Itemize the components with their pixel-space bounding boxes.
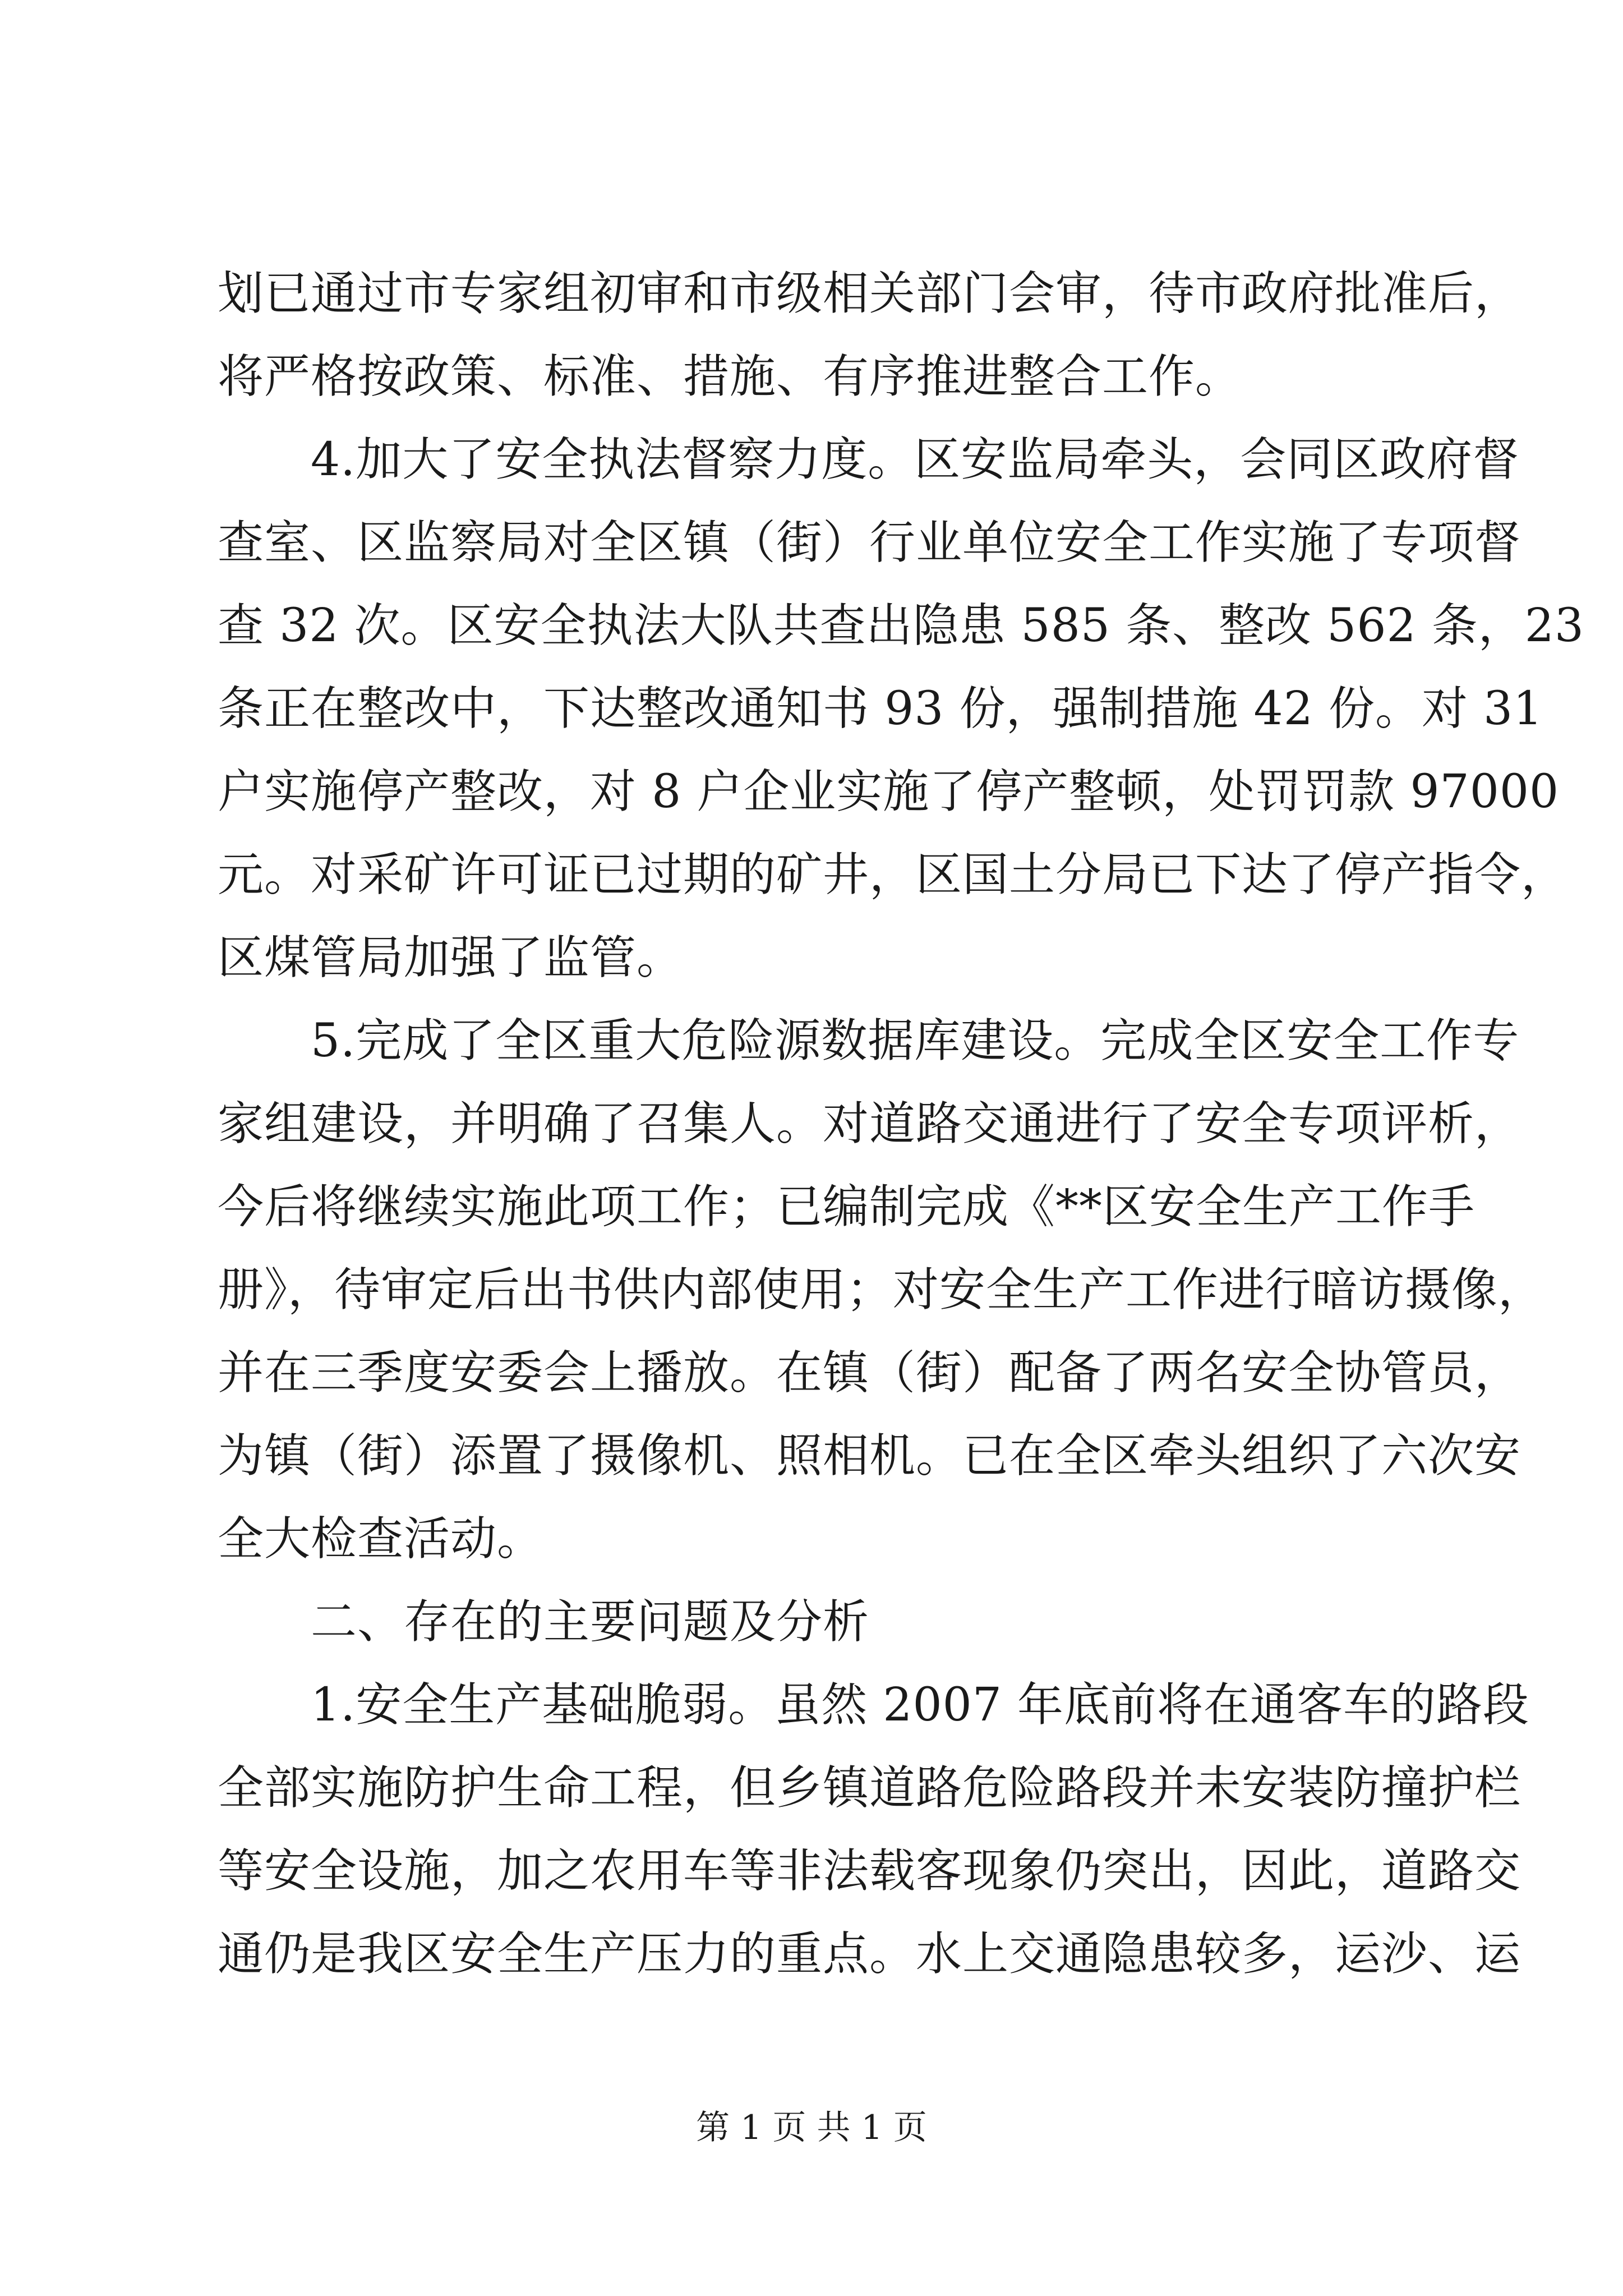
text-line: 全大检查活动。 xyxy=(218,1512,544,1566)
text-line: 条正在整改中，下达整改通知书 93 份，强制措施 42 份。对 31 xyxy=(218,682,1543,735)
text-line: 4.加大了安全执法督察力度。区安监局牵头，会同区政府督 xyxy=(311,433,1520,486)
text-line: 将严格按政策、标准、措施、有序推进整合工作。 xyxy=(218,350,1242,403)
text-line: 今后将继续实施此项工作；已编制完成《**区安全生产工作手 xyxy=(218,1180,1476,1234)
text-line: 为镇（街）添置了摄像机、照相机。已在全区牵头组织了六次安 xyxy=(218,1429,1521,1483)
text-line: 并在三季度安委会上播放。在镇（街）配备了两名安全协管员， xyxy=(218,1346,1521,1400)
text-line: 区煤管局加强了监管。 xyxy=(218,931,684,984)
text-line: 划已通过市专家组初审和市级相关部门会审，待市政府批准后， xyxy=(218,267,1521,320)
text-line: 查 32 次。区安全执法大队共查出隐患 585 条、整改 562 条，23 xyxy=(218,599,1585,652)
text-line: 家组建设，并明确了召集人。对道路交通进行了安全专项评析， xyxy=(218,1097,1521,1151)
text-line: 等安全设施，加之农用车等非法载客现象仍突出，因此，道路交 xyxy=(218,1844,1521,1898)
text-line: 户实施停产整改，对 8 户企业实施了停产整顿，处罚罚款 97000 xyxy=(218,765,1560,818)
text-line: 全部实施防护生命工程，但乡镇道路危险路段并未安装防撞护栏 xyxy=(218,1761,1521,1815)
text-line: 二、存在的主要问题及分析 xyxy=(311,1595,870,1649)
document-body xyxy=(218,252,1585,1996)
text-line: 通仍是我区安全生产压力的重点。水上交通隐患较多，运沙、运 xyxy=(218,1927,1521,1981)
text-line: 1.安全生产基础脆弱。虽然 2007 年底前将在通客车的路段 xyxy=(311,1678,1530,1732)
text-line: 元。对采矿许可证已过期的矿井，区国土分局已下达了停产指令， xyxy=(218,848,1568,901)
text-line: 5.完成了全区重大危险源数据库建设。完成全区安全工作专 xyxy=(311,1014,1520,1068)
text-line: 册》，待审定后出书供内部使用；对安全生产工作进行暗访摄像， xyxy=(218,1263,1545,1317)
text-line: 查室、区监察局对全区镇（街）行业单位安全工作实施了专项督 xyxy=(218,516,1521,569)
page-footer: 第 1 页 共 1 页 xyxy=(696,2108,927,2147)
